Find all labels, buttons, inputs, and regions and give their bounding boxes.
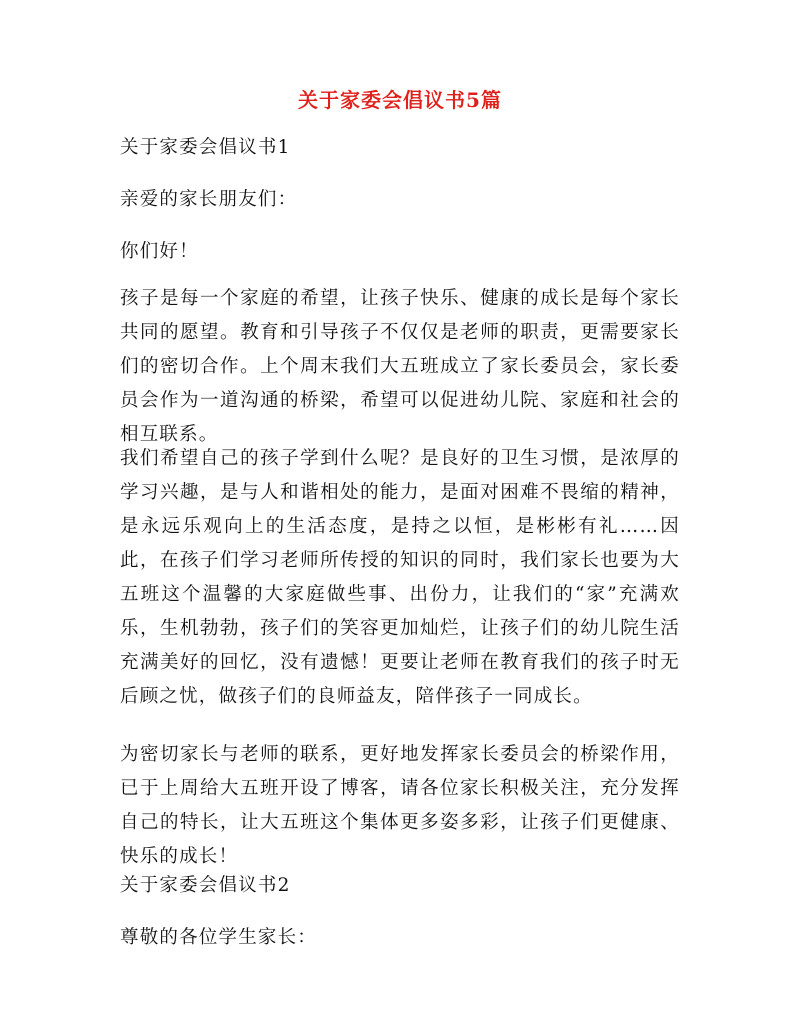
- salutation-1: 亲爱的家长朋友们：: [120, 189, 298, 210]
- section-heading-2: 关于家委会倡议书2: [120, 875, 291, 896]
- paragraph-3: 为密切家长与老师的联系，更好地发挥家长委员会的桥梁作用，已于上周给大五班开设了博客，请各位家长积极关注，充分发挥自己的特长，让大五班这个集体更多姿多彩，让孩子们更健康、快乐的成长！: [120, 744, 680, 867]
- paragraph-1: 孩子是每一个家庭的希望，让孩子快乐、健康的成长是每个家长共同的愿望。教育和引导孩子不仅仅是老师的职责，更需要家长们的密切合作。上个周末我们大五班成立了家长委员会，家长委员会作为一道沟通的桥梁，希望可以促进幼儿院、家庭和社会的相互联系。: [120, 288, 680, 445]
- paragraph-2: 我们希望自己的孩子学到什么呢？是良好的卫生习惯，是浓厚的学习兴趣，是与人和谐相处的能力，是面对困难不畏缩的精神，是永远乐观向上的生活态度，是持之以恒，是彬彬有礼……因此，在孩子们学习老师所传授的知识的同时，我们家长也要为大五班这个温馨的大家庭做些事、出份力，让我们的“家”充满欢乐，生机勃勃，孩子们的笑容更加灿烂，让孩子们的幼儿院生活充满美好的回忆，没有遗憾！更要让老师在教育我们的孩子时无后顾之忧，做孩子们的良师益友，陪伴孩子一同成长。: [120, 448, 680, 707]
- document-title: 关于家委会倡议书5篇: [298, 88, 502, 112]
- section-heading-1: 关于家委会倡议书1: [120, 137, 291, 158]
- greeting: 你们好！: [120, 241, 199, 262]
- salutation-2: 尊敬的各位学生家长：: [120, 927, 318, 948]
